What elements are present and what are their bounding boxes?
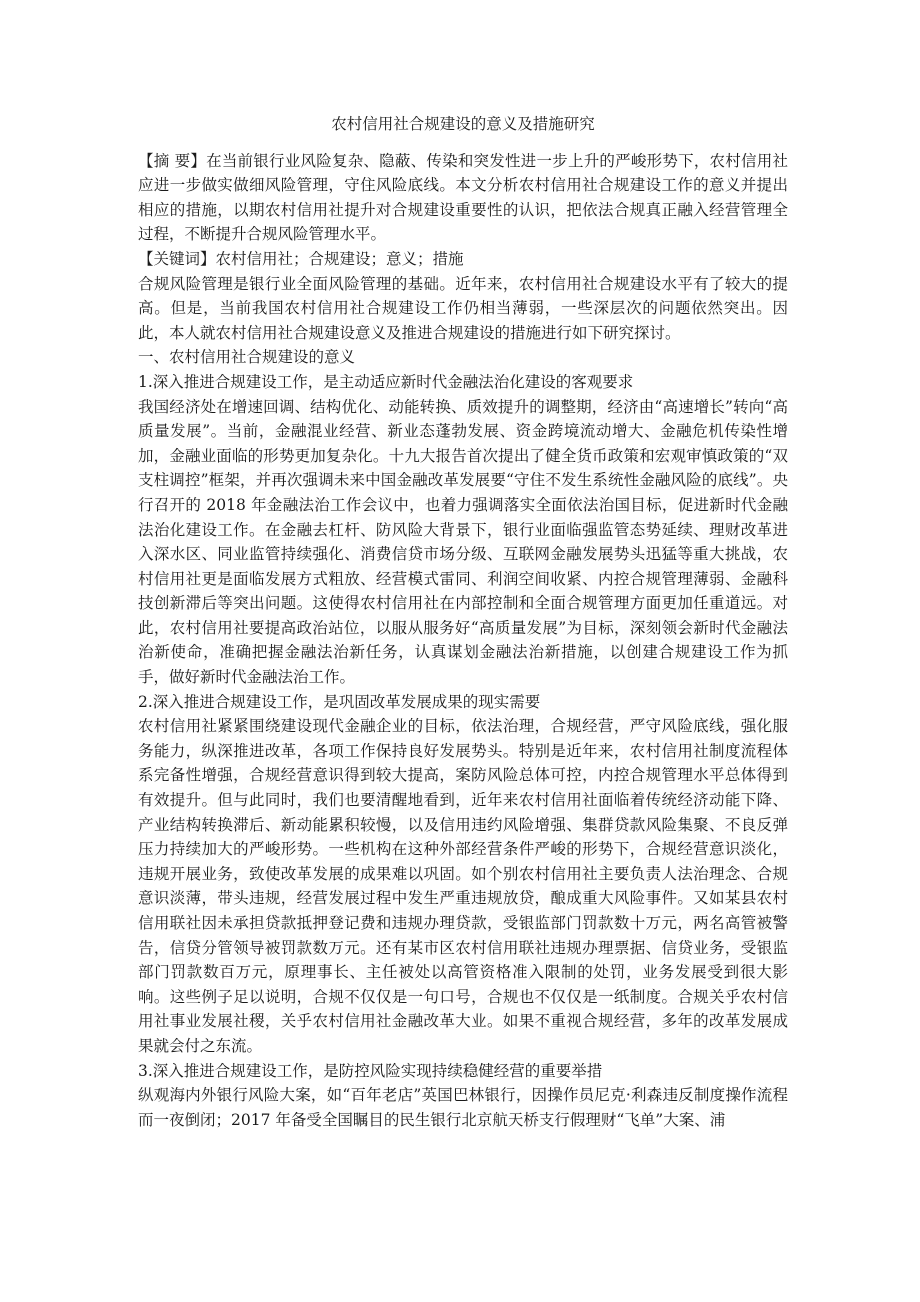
subheading-3: 3.深入推进合规建设工作，是防控风险实现持续稳健经营的重要举措	[138, 1061, 603, 1080]
body-paragraph-1: 我国经济处在增速回调、结构优化、动能转换、质效提升的调整期，经济由“高速增长”转向“高质量发展”。当前，金融混业经营、新业态蓬勃发展、资金跨境流动增大、金融危机传染性增加，金融业面临的形势更加复杂化。十九大报告首次提出了健全货币政策和宏观审慎政策的“双支柱调控”框架，并再次强调未来中国金融改革发展要“守住不发生系统性金融风险的底线”。央行召开的 2018 年金融法治工作会议中，也着力强调落实全面依法治国目标，促进新时代金融法治化建设工作。在金融去杠杆、防风险大背景下，银行业面临强监管态势延续、理财改革进入深水区、同业监管持续强化、消费信贷市场分级、互联网金融发展势头迅猛等重大挑战，农村信用社更是面临发展方式粗放、经营模式雷同、利润空间收紧、内控合规管理薄弱、金融科技创新滞后等突出问题。这使得农村信用社在内部控制和全面合规管理方面更加任重道远。对此，农村信用社要提高政治站位，以服从服务好“高质量发展”为目标，深刻领会新时代金融法治新使命，准确把握金融法治新任务，认真谋划金融法治新措施，以创建合规建设工作为抓手，做好新时代金融法治工作。	[138, 397, 788, 687]
subheading-1: 1.深入推进合规建设工作，是主动适应新时代金融法治化建设的客观要求	[138, 372, 634, 391]
abstract-paragraph: 【摘 要】在当前银行业风险复杂、隐蔽、传染和突发性进一步上升的严峻形势下，农村信用社应进一步做实做细风险管理，守住风险底线。本文分析农村信用社合规建设工作的意义并提出相应的措施，以期农村信用社提升对合规建设重要性的认识，把依法合规真正融入经营管理全过程，不断提升合规风险管理水平。	[138, 151, 788, 244]
keywords-paragraph: 【关键词】农村信用社；合规建设；意义；措施	[138, 249, 464, 268]
intro-paragraph: 合规风险管理是银行业全面风险管理的基础。近年来，农村信用社合规建设水平有了较大的提高。但是，当前我国农村信用社合规建设工作仍相当薄弱，一些深层次的问题依然突出。因此，本人就农村信用社合规建设意义及推进合规建设的措施进行如下研究探讨。	[138, 274, 788, 342]
subheading-2: 2.深入推进合规建设工作，是巩固改革发展成果的现实需要	[138, 692, 541, 711]
document-title: 农村信用社合规建设的意义及措施研究	[331, 115, 595, 133]
body-paragraph-2: 农村信用社紧紧围绕建设现代金融企业的目标，依法治理，合规经营，严守风险底线，强化服务能力，纵深推进改革，各项工作保持良好发展势头。特别是近年来，农村信用社制度流程体系完备性增强，合规经营意识得到较大提高，案防风险总体可控，内控合规管理水平总体得到有效提升。但与此同时，我们也要清醒地看到，近年来农村信用社面临着传统经济动能下降、产业结构转换滞后、新动能累积较慢，以及信用违约风险增强、集群贷款风险集聚、不良反弹压力持续加大的严峻形势。一些机构在这种外部经营条件严峻的形势下，合规经营意识淡化，违规开展业务，致使改革发展的成果难以巩固。如个别农村信用社主要负责人法治理念、合规意识淡薄，带头违规，经营发展过程中发生严重违规放贷，酿成重大风险事件。又如某县农村信用联社因未承担贷款抵押登记费和违规办理贷款，受银监部门罚款数十万元，两名高管被警告，信贷分管领导被罚款数万元。还有某市区农村信用联社违规办理票据、信贷业务，受银监部门罚款数百万元，原理事长、主任被处以高管资格准入限制的处罚，业务发展受到很大影响。这些例子足以说明，合规不仅仅是一句口号，合规也不仅仅是一纸制度。合规关乎农村信用社事业发展社稷，关乎农村信用社金融改革大业。如果不重视合规经营，多年的改革发展成果就会付之东流。	[138, 717, 788, 1055]
section-heading-1: 一、农村信用社合规建设的意义	[138, 348, 356, 367]
body-paragraph-3: 纵观海内外银行风险大案，如“百年老店”英国巴林银行，因操作员尼克·利森违反制度操作流程而一夜倒闭；2017 年备受全国瞩目的民生银行北京航天桥支行假理财“飞单”大案、浦	[138, 1086, 788, 1129]
document-page	[138, 112, 788, 1132]
